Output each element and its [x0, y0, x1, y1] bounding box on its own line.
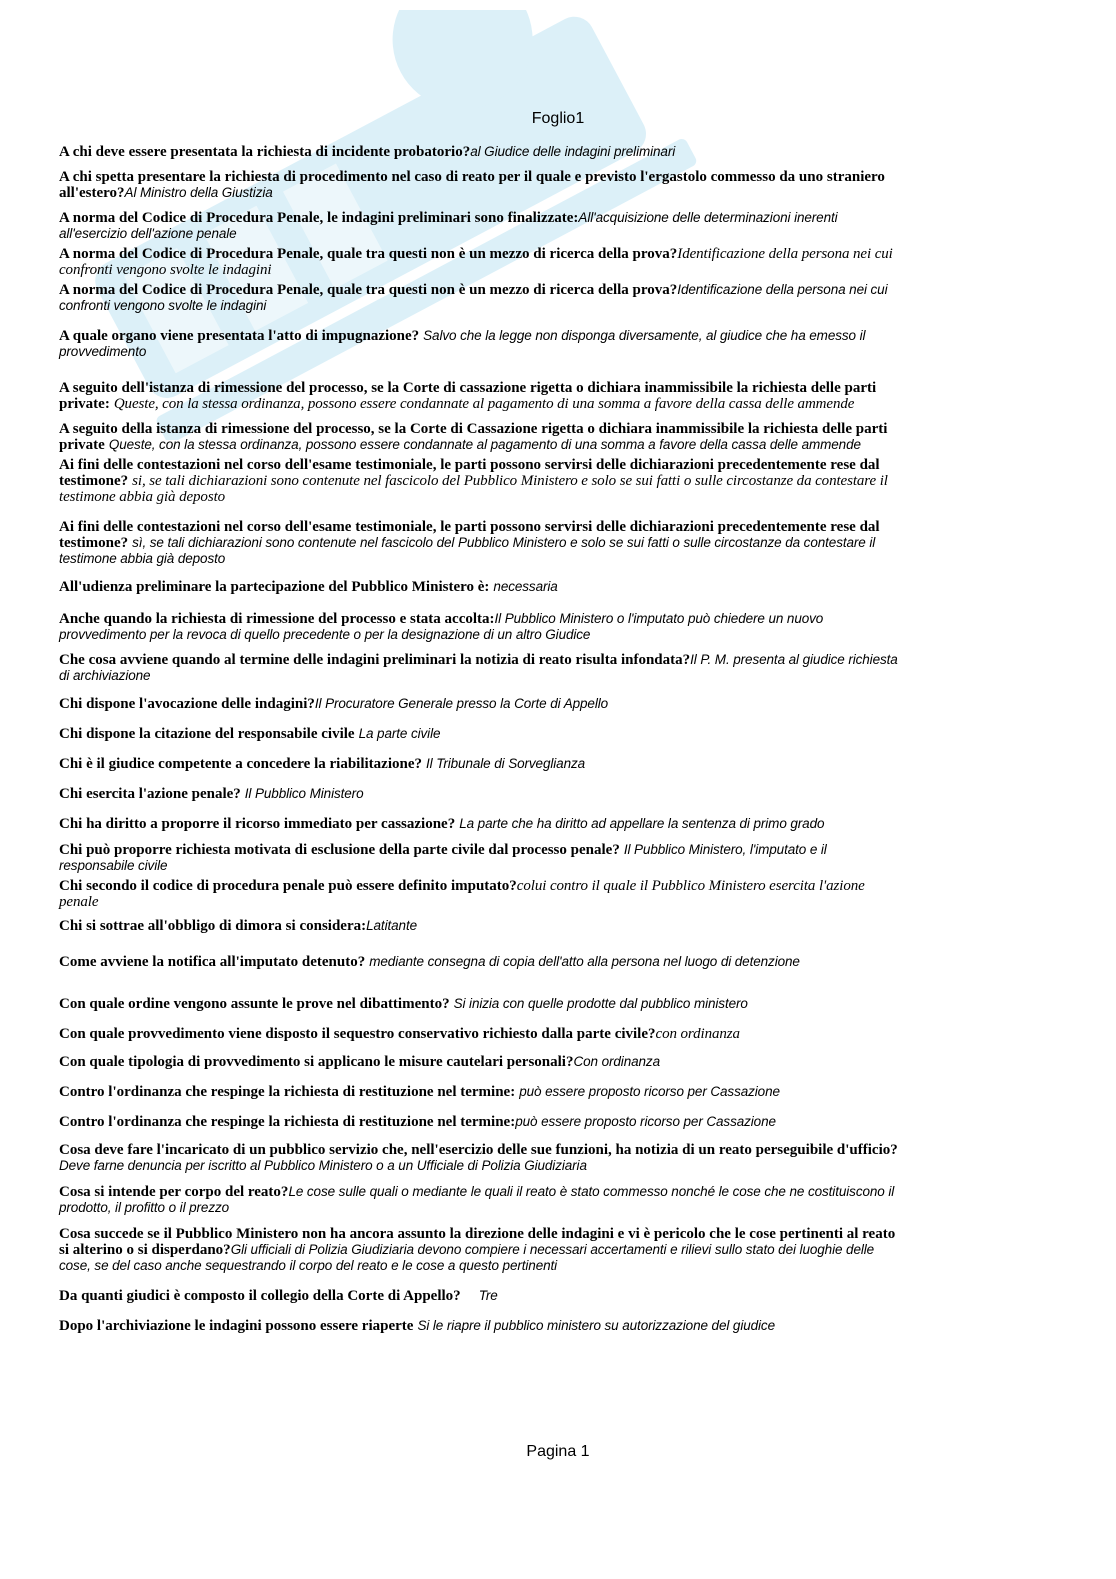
qa-item [59, 457, 899, 505]
qa-item [59, 726, 899, 742]
qa-item [59, 519, 899, 567]
page-number: Pagina 1 [526, 1443, 590, 1460]
answer-text: Il Pubblico Ministero [244, 786, 364, 801]
answer-text: colui contro il quale il Pubblico Ministero esercita l'azione penale [59, 878, 865, 910]
qa-item [59, 756, 899, 772]
answer-text: Con ordinanza [573, 1054, 660, 1069]
answer-text: mediante consegna di copia dell'atto alla persona nel luogo di detenzione [369, 954, 800, 969]
answer-text: Salvo che la legge non disponga diversamente, al giudice che ha emesso il provvedimento [59, 328, 866, 359]
answer-text: Il Pubblico Ministero o l'imputato può chiedere un nuovo provvedimento per la revoca di quello precedente o per la designazione di un altro Giudice [59, 611, 824, 642]
answer-text: necessaria [493, 579, 558, 594]
question-text: Che cosa avviene quando al termine delle indagini preliminari la notizia di reato risulta infondata? [59, 652, 691, 668]
qa-item [59, 652, 899, 684]
qa-item [59, 210, 899, 242]
question-text: Ai fini delle contestazioni nel corso dell'esame testimoniale, le parti possono servirsi delle dichiarazioni precedentemente rese dal testimone? [59, 457, 880, 489]
qa-item [59, 1084, 899, 1100]
qa-item [59, 878, 899, 910]
sheet-title: Foglio1 [531, 110, 585, 127]
question-text: Contro l'ordinanza che respinge la richiesta di restituzione nel termine: [59, 1114, 516, 1130]
qa-item [59, 696, 899, 712]
qa-item [59, 282, 899, 314]
question-text: A norma del Codice di Procedura Penale, quale tra questi non è un mezzo di ricerca della prova? [59, 282, 678, 298]
qa-item [59, 786, 899, 802]
answer-text: Deve farne denuncia per iscritto al Pubblico Ministero o a un Ufficiale di Polizia Giudiziaria [59, 1158, 587, 1173]
qa-item [59, 1318, 899, 1334]
answer-text: Identificazione della persona nei cui confronti vengono svolte le indagini [59, 246, 893, 278]
question-text: Cosa succede se il Pubblico Ministero non ha ancora assunto la direzione delle indagini e vi è pericolo che le cose pertinenti al reato si alterino o si disperdano? [59, 1226, 896, 1258]
question-text: Con quale tipologia di provvedimento si applicano le misure cautelari personali? [59, 1054, 574, 1070]
question-text: Chi dispone l'avocazione delle indagini? [59, 696, 315, 712]
question-text: Cosa si intende per corpo del reato? [59, 1184, 289, 1200]
question-text: Chi si sottrae all'obbligo di dimora si considera: [59, 918, 367, 934]
question-text: A norma del Codice di Procedura Penale, le indagini preliminari sono finalizzate: [59, 210, 579, 226]
answer-text: al Giudice delle indagini preliminari [470, 144, 676, 159]
question-text: Con quale provvedimento viene disposto il sequestro conservativo richiesto dalla parte civile? [59, 1026, 656, 1042]
question-text: Ai fini delle contestazioni nel corso dell'esame testimoniale, le parti possono servirsi delle dichiarazioni precedentemente rese dal testimone? [59, 519, 880, 551]
qa-item [59, 1054, 899, 1070]
answer-text: Tre [478, 1288, 498, 1303]
answer-text: con ordinanza [655, 1026, 740, 1042]
question-text: Cosa deve fare l'incaricato di un pubblico servizio che, nell'esercizio delle sue funzioni, ha notizia di un reato perseguibile d'ufficio? [59, 1142, 898, 1158]
question-text: A norma del Codice di Procedura Penale, quale tra questi non è un mezzo di ricerca della prova? [59, 246, 678, 262]
qa-item [59, 816, 899, 832]
qa-item [59, 1142, 899, 1174]
answer-text: Il P. M. presenta al giudice richiesta di archiviazione [59, 652, 898, 683]
answer-text: Queste, con la stessa ordinanza, possono essere condannate al pagamento di una somma a favore della cassa delle ammende [108, 437, 861, 452]
qa-item [59, 1114, 899, 1130]
question-text: Con quale ordine vengono assunte le prove nel dibattimento? [59, 996, 450, 1012]
answer-text: può essere proposto ricorso per Cassazione [519, 1084, 780, 1099]
answer-text: Il Tribunale di Sorveglianza [426, 756, 586, 771]
qa-item [59, 328, 899, 360]
question-text: Chi dispone la citazione del responsabile civile [59, 726, 355, 742]
question-text: A seguito dell'istanza di rimessione del processo, se la Corte di cassazione rigetta o dichiara inammissibile la richiesta delle parti private: [59, 380, 877, 412]
question-text: A chi spetta presentare la richiesta di procedimento nel caso di reato per il quale e previsto l'ergastolo commesso da uno straniero all'estero? [59, 169, 885, 201]
qa-item [59, 1226, 899, 1274]
question-text: A chi deve essere presentata la richiesta di incidente probatorio? [59, 144, 471, 160]
answer-text: Latitante [366, 918, 418, 933]
answer-text: La parte civile [358, 726, 441, 741]
question-text: Da quanti giudici è composto il collegio della Corte di Appello? [59, 1288, 461, 1304]
qa-list [59, 144, 899, 1343]
question-text: Chi esercita l'azione penale? [59, 786, 241, 802]
question-text: Chi può proporre richiesta motivata di esclusione della parte civile dal processo penale? [59, 842, 620, 858]
question-text: Contro l'ordinanza che respinge la richiesta di restituzione nel termine: [59, 1084, 516, 1100]
qa-item [59, 996, 899, 1012]
answer-text: Si inizia con quelle prodotte dal pubblico ministero [453, 996, 748, 1011]
question-text: Chi ha diritto a proporre il ricorso immediato per cassazione? [59, 816, 456, 832]
answer-text: sì, se tali dichiarazioni sono contenute nel fascicolo del Pubblico Ministero e solo se sui fatti o sulle circostanze da contestare il testimone abbia già deposto [59, 535, 876, 566]
answer-text: Identificazione della persona nei cui confronti vengono svolte le indagini [59, 282, 888, 313]
question-text: Dopo l'archiviazione le indagini possono essere riaperte [59, 1318, 414, 1334]
answer-text: All'acquisizione delle determinazioni inerenti all'esercizio dell'azione penale [59, 210, 838, 241]
qa-item [59, 611, 899, 643]
question-text: Chi secondo il codice di procedura penale può essere definito imputato? [59, 878, 517, 894]
qa-item [59, 579, 899, 595]
answer-text: Il Procuratore Generale presso la Corte di Appello [314, 696, 609, 711]
answer-text: Queste, con la stessa ordinanza, possono essere condannate al pagamento di una somma a favore della cassa delle ammende [113, 396, 855, 412]
qa-item [59, 918, 899, 934]
qa-item [59, 169, 899, 201]
question-text: Come avviene la notifica all'imputato detenuto? [59, 954, 366, 970]
question-text: Chi è il giudice competente a concedere la riabilitazione? [59, 756, 422, 772]
qa-item [59, 842, 899, 874]
qa-item [59, 421, 899, 453]
answer-text: Il Pubblico Ministero, l'imputato e il responsabile civile [59, 842, 827, 873]
question-text: A seguito della istanza di rimessione del processo, se la Corte di Cassazione rigetta o dichiara inammissibile la richiesta delle parti private [59, 421, 888, 453]
qa-item [59, 246, 899, 278]
qa-item [59, 1184, 899, 1216]
answer-text: può essere proposto ricorso per Cassazione [515, 1114, 776, 1129]
answer-text: Le cose sulle quali o mediante le quali il reato è stato commesso nonché le cose che ne costituiscono il prodotto, il profitto o il prezzo [59, 1184, 895, 1215]
qa-item [59, 1288, 899, 1304]
answer-text: La parte che ha diritto ad appellare la sentenza di primo grado [459, 816, 825, 831]
answer-text: si, se tali dichiarazioni sono contenute nel fascicolo del Pubblico Ministero e solo se sui fatti o sulle circostanze da contestare il testimone abbia già deposto [59, 473, 888, 505]
qa-item [59, 380, 899, 412]
question-text: A quale organo viene presentata l'atto di impugnazione? [59, 328, 420, 344]
qa-item [59, 1026, 899, 1042]
answer-text: Gli ufficiali di Polizia Giudiziaria devono compiere i necessari accertamenti e rilievi sullo stato dei luoghie delle cose, se del caso anche sequestrando il corpo del reato e le cose a questo pertinenti [59, 1242, 875, 1273]
qa-item [59, 954, 899, 970]
question-text: Anche quando la richiesta di rimessione del processo e stata accolta: [59, 611, 495, 627]
question-text: All'udienza preliminare la partecipazione del Pubblico Ministero è: [59, 579, 490, 595]
answer-text: Si le riapre il pubblico ministero su autorizzazione del giudice [417, 1318, 775, 1333]
answer-text: Al Ministro della Giustizia [124, 185, 273, 200]
qa-item [59, 144, 899, 160]
